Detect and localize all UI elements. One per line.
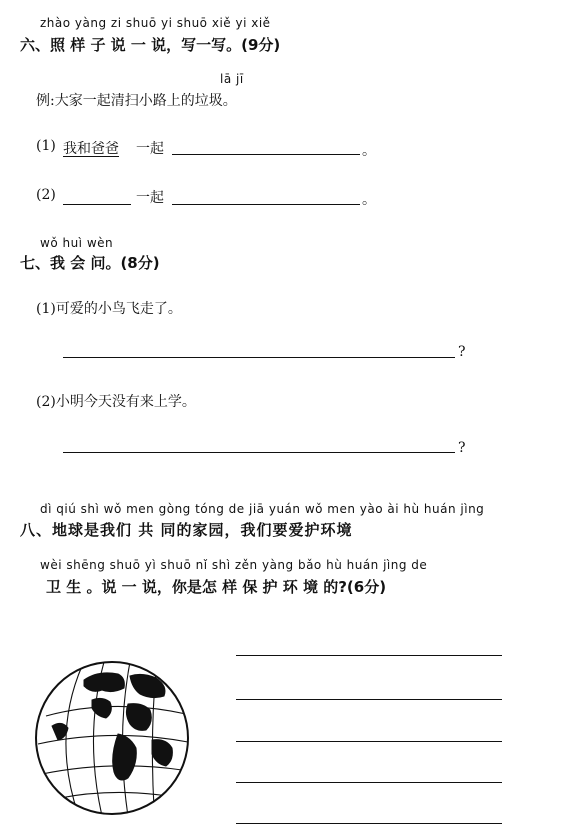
- sec7-title: 七、我 会 问。(8分): [20, 254, 160, 272]
- sec6-title: 六、照 样 子 说 一 说，写一写。(9分): [20, 36, 281, 54]
- q6-1-number: (1): [36, 138, 56, 154]
- q6-2-subject-line[interactable]: [63, 204, 131, 205]
- q6-2-yiqi: 一起: [136, 190, 164, 206]
- q7-2-text: (2)小明今天没有来上学。: [36, 394, 196, 410]
- q7-2-answer-line[interactable]: [63, 452, 455, 453]
- sec7-pinyin: wǒ huì wèn: [40, 236, 114, 250]
- globe-illustration: [32, 656, 192, 821]
- example-pinyin: lā jī: [220, 72, 244, 86]
- q6-1-subject: 我和爸爸: [63, 141, 119, 157]
- q7-1-text: (1)可爱的小鸟飞走了。: [36, 301, 182, 317]
- q6-2-end: 。: [362, 192, 376, 208]
- q7-1-end: ?: [458, 344, 466, 360]
- sec6-pinyin: zhào yàng zi shuō yi shuō xiě yi xiě: [40, 16, 271, 30]
- sec8-answer-line-2[interactable]: [236, 699, 502, 700]
- q6-2-number: (2): [36, 187, 56, 203]
- q7-2-end: ?: [458, 440, 466, 456]
- q6-1-answer-line[interactable]: [172, 154, 360, 155]
- example-sentence: 例:大家一起清扫小路上的垃圾。: [36, 93, 237, 109]
- sec8-pinyin-2: wèi shēng shuō yì shuō nǐ shì zěn yàng bǎo hù huán jìng de: [40, 558, 428, 572]
- sec8-pinyin-1: dì qiú shì wǒ men gòng tóng de jiā yuán wǒ men yào ài hù huán jìng: [40, 502, 485, 516]
- sec8-line-1: 八、地球是我们 共 同的家园，我们要爱护环境: [20, 521, 353, 539]
- q6-1-end: 。: [362, 143, 376, 159]
- q7-1-answer-line[interactable]: [63, 357, 455, 358]
- sec8-answer-line-5[interactable]: [236, 823, 502, 824]
- sec8-answer-line-4[interactable]: [236, 782, 502, 783]
- sec8-answer-line-1[interactable]: [236, 655, 502, 656]
- sec8-answer-line-3[interactable]: [236, 741, 502, 742]
- q6-1-yiqi: 一起: [136, 141, 164, 157]
- sec8-line-2: 卫 生 。说 一 说，你是怎 样 保 护 环 境 的?(6分): [46, 578, 387, 596]
- q6-2-answer-line[interactable]: [172, 204, 360, 205]
